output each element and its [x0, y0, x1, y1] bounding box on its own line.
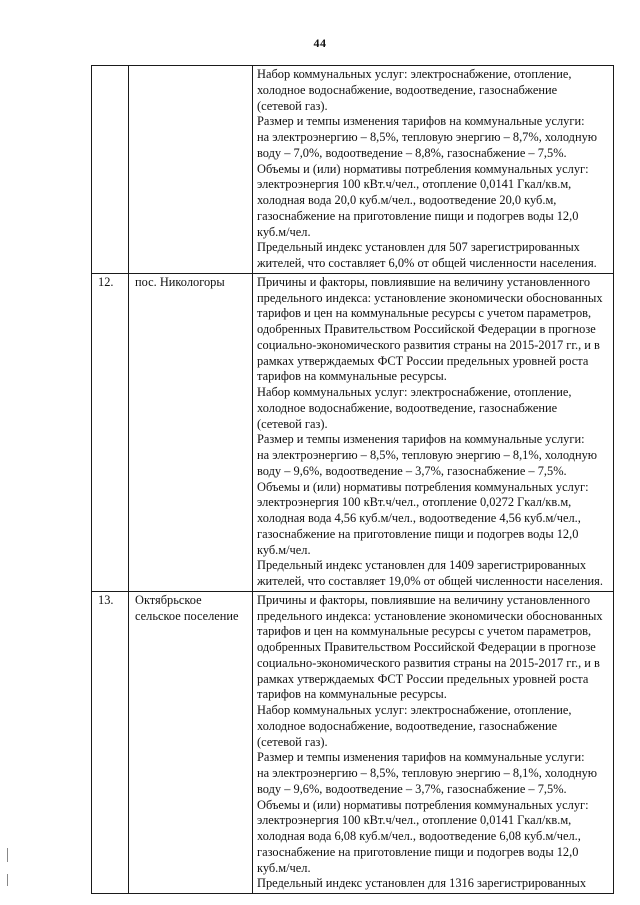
description-line: на электроэнергию – 8,5%, тепловую энергию – 8,1%, холодную [257, 448, 598, 462]
scan-artifact-mark [7, 874, 8, 886]
description-line: воду – 9,6%, водоотведение – 3,7%, газоснабжение – 7,5%. [257, 463, 567, 478]
scan-artifact-mark [7, 848, 8, 862]
description-line: воду – 7,0%, водоотведение – 8,8%, газоснабжение – 7,5%. [257, 145, 567, 160]
description-line: Объемы и (или) нормативы потребления коммунальных услуг: [257, 797, 589, 812]
description-line: тарифов на коммунальные ресурсы. [257, 687, 447, 702]
description-line: электроэнергия 100 кВт.ч/чел., отопление 0,0141 Гкал/кв.м, [257, 177, 572, 192]
description-line: одобренных Правительством Российской Федерации в прогнозе [257, 640, 596, 654]
tariff-index-table [91, 65, 614, 894]
description-line: (сетевой газ). [257, 416, 328, 431]
row-number: 12. [98, 274, 114, 289]
description-line: Причины и факторы, повлиявшие на величину установленного [257, 274, 591, 289]
description-line: куб.м/чел. [257, 860, 311, 875]
settlement-name-line: сельское поселение [135, 608, 239, 623]
description-line: Размер и темпы изменения тарифов на коммунальные услуги: [257, 114, 585, 129]
description-cell [253, 66, 614, 274]
description-line: жителей, что составляет 19,0% от общей численности населения. [257, 574, 603, 588]
description-line: рамках утверждаемых ФСТ России предельных уровней роста [257, 671, 589, 686]
description-line: электроэнергия 100 кВт.ч/чел., отопление 0,0141 Гкал/кв.м, [257, 813, 572, 828]
settlement-name-line: пос. Никологоры [135, 274, 225, 289]
row-number: 13. [98, 592, 114, 607]
description-line: Набор коммунальных услуг: электроснабжение, отопление, [257, 703, 572, 717]
description-line: рамках утверждаемых ФСТ России предельных уровней роста [257, 353, 589, 368]
description-line: Предельный индекс установлен для 1316 зарегистрированных [257, 876, 587, 891]
description-line: (сетевой газ). [257, 734, 328, 749]
table-row [92, 66, 614, 274]
description-line: тарифов на коммунальные ресурсы. [257, 369, 447, 384]
description-line: воду – 9,6%, водоотведение – 3,7%, газоснабжение – 7,5%. [257, 781, 567, 796]
description-line: куб.м/чел. [257, 224, 311, 239]
description-cell [253, 591, 614, 893]
description-line: Предельный индекс установлен для 1409 зарегистрированных [257, 558, 587, 573]
description-line: холодная вода 6,08 куб.м/чел., водоотведение 6,08 куб.м/чел., [257, 829, 581, 843]
settlement-name-cell [129, 66, 253, 274]
description-line: холодная вода 4,56 куб.м/чел., водоотведение 4,56 куб.м/чел., [257, 511, 581, 525]
description-line: (сетевой газ). [257, 98, 328, 113]
description-line: на электроэнергию – 8,5%, тепловую энергию – 8,1%, холодную [257, 766, 598, 780]
description-line: холодное водоснабжение, водоотведение, газоснабжение [257, 82, 558, 97]
description-line: предельного индекса: установление экономически обоснованных [257, 608, 603, 623]
description-line: газоснабжение на приготовление пищи и подогрев воды 12,0 [257, 526, 579, 541]
description-line: Причины и факторы, повлиявшие на величину установленного [257, 592, 591, 607]
description-line: социально-экономического развития страны на 2015-2017 гг., и в [257, 337, 600, 352]
description-cell [253, 273, 614, 591]
description-line: предельного индекса: установление экономически обоснованных [257, 290, 603, 305]
description-line: холодное водоснабжение, водоотведение, газоснабжение [257, 718, 558, 733]
description-line: социально-экономического развития страны на 2015-2017 гг., и в [257, 655, 600, 670]
description-line: холодная вода 20,0 куб.м/чел., водоотведение 20,0 куб.м, [257, 193, 557, 207]
description-line: жителей, что составляет 6,0% от общей численности населения. [257, 256, 597, 270]
description-line: тарифов и цен на коммунальные ресурсы с учетом параметров, [257, 306, 592, 321]
description-line: Предельный индекс установлен для 507 зарегистрированных [257, 240, 580, 255]
description-line: Объемы и (или) нормативы потребления коммунальных услуг: [257, 479, 589, 494]
description-line: газоснабжение на приготовление пищи и подогрев воды 12,0 [257, 844, 579, 859]
description-line: куб.м/чел. [257, 542, 311, 557]
description-line: Размер и темпы изменения тарифов на коммунальные услуги: [257, 750, 585, 765]
page-number: 44 [313, 36, 327, 50]
description-line: Объемы и (или) нормативы потребления коммунальных услуг: [257, 161, 589, 176]
settlement-name-line: Октябрьское [135, 592, 202, 607]
settlement-name-cell [129, 591, 253, 893]
settlement-name-cell [129, 273, 253, 591]
description-line: одобренных Правительством Российской Федерации в прогнозе [257, 322, 596, 336]
table-row [92, 591, 614, 893]
description-line: Набор коммунальных услуг: электроснабжение, отопление, [257, 385, 572, 399]
table-body [92, 66, 614, 894]
row-number-cell [92, 66, 129, 274]
row-number-cell [92, 591, 129, 893]
description-line: электроэнергия 100 кВт.ч/чел., отопление 0,0272 Гкал/кв.м, [257, 495, 572, 510]
description-line: Набор коммунальных услуг: электроснабжение, отопление, [257, 67, 572, 81]
description-line: Размер и темпы изменения тарифов на коммунальные услуги: [257, 432, 585, 447]
description-line: на электроэнергию – 8,5%, тепловую энергию – 8,7%, холодную [257, 130, 598, 144]
description-line: газоснабжение на приготовление пищи и подогрев воды 12,0 [257, 208, 579, 223]
description-line: тарифов и цен на коммунальные ресурсы с учетом параметров, [257, 624, 592, 639]
table-row [92, 273, 614, 591]
description-line: холодное водоснабжение, водоотведение, газоснабжение [257, 400, 558, 415]
row-number-cell [92, 273, 129, 591]
